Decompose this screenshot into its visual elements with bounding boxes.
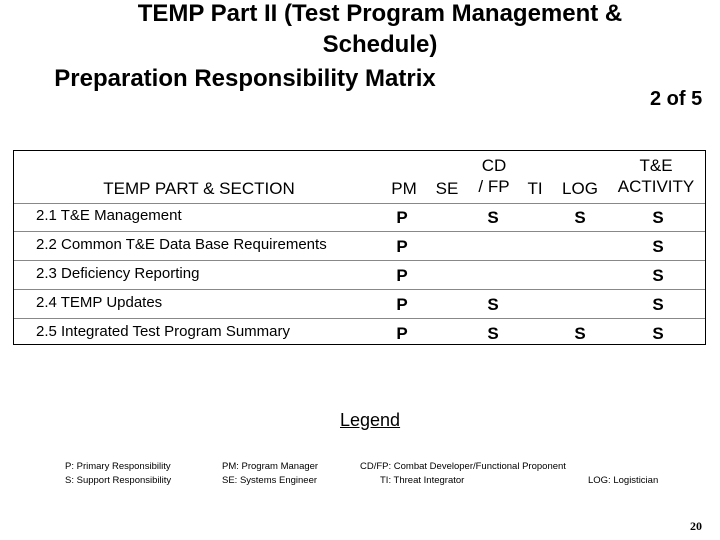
header-se: SE [435, 179, 459, 198]
cell-log: S [574, 208, 586, 227]
cell-pm: P [396, 324, 408, 343]
cell-te: S [652, 266, 664, 285]
legend-ti: TI: Threat Integrator [380, 475, 465, 486]
cell-cdfp: S [487, 295, 499, 314]
title-line-1: TEMP Part II (Test Program Management & [137, 0, 623, 27]
cell-log: S [574, 324, 586, 343]
cell-te: S [652, 237, 664, 256]
row-divider [14, 203, 705, 204]
title-line-2: Schedule) [322, 31, 438, 58]
legend-primary: P: Primary Responsibility [65, 461, 171, 472]
header-section: TEMP PART & SECTION [103, 179, 295, 198]
header-log: LOG [562, 179, 598, 198]
row-label: 2.5 Integrated Test Program Summary [36, 323, 291, 340]
responsibility-matrix [13, 150, 706, 345]
cell-te: S [652, 208, 664, 227]
row-label: 2.4 TEMP Updates [36, 294, 163, 311]
legend-title: Legend [340, 410, 401, 430]
cell-te: S [652, 324, 664, 343]
cell-cdfp: S [487, 208, 499, 227]
header-pm: PM [391, 179, 417, 198]
cell-pm: P [396, 266, 408, 285]
row-label: 2.2 Common T&E Data Base Requirements [36, 236, 327, 253]
cell-cdfp: S [487, 324, 499, 343]
header-cdfp: CD / FP [478, 156, 510, 196]
legend-log: LOG: Logistician [588, 475, 659, 486]
cell-pm: P [396, 237, 408, 256]
header-te-activity: T&E ACTIVITY [617, 156, 695, 196]
legend-cdfp: CD/FP: Combat Developer/Functional Proponent [360, 461, 566, 472]
slide-number: 20 [690, 519, 702, 533]
title-line-3: Preparation Responsibility Matrix [54, 65, 436, 92]
legend-pm: PM: Program Manager [222, 461, 319, 472]
cell-pm: P [396, 295, 408, 314]
header-ti: TI [527, 179, 543, 198]
row-label: 2.3 Deficiency Reporting [36, 265, 200, 282]
row-divider [14, 318, 705, 319]
cell-te: S [652, 295, 664, 314]
row-divider [14, 289, 705, 290]
row-divider [14, 260, 705, 261]
legend-se: SE: Systems Engineer [222, 475, 318, 486]
row-label: 2.1 T&E Management [36, 207, 182, 224]
legend-support: S: Support Responsibility [65, 475, 172, 486]
cell-pm: P [396, 208, 408, 227]
row-divider [14, 231, 705, 232]
page-indicator: 2 of 5 [650, 88, 703, 110]
